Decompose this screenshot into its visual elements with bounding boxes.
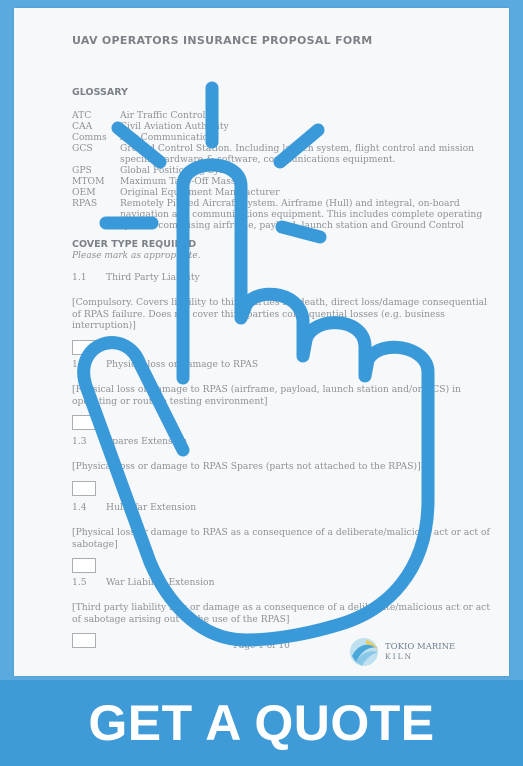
get-a-quote-button[interactable]: GET A QUOTE bbox=[0, 680, 523, 766]
glossary-abbr: GCS bbox=[72, 143, 93, 154]
cover-item-number: 1.2 bbox=[72, 359, 87, 370]
glossary-abbr: RPAS bbox=[72, 198, 98, 209]
tokio-marine-logo bbox=[348, 636, 455, 668]
glossary-row bbox=[72, 187, 492, 198]
cover-checkbox bbox=[72, 481, 96, 496]
glossary-abbr: GPS bbox=[72, 165, 92, 176]
cover-checkbox bbox=[72, 558, 96, 573]
cover-item-description: [Physical loss or damage to RPAS as a consequence of a deliberate/malicious act or act of sabotage] bbox=[72, 527, 490, 550]
logo-wave-icon bbox=[348, 636, 382, 668]
cover-item-name: Spares Extension bbox=[106, 436, 188, 447]
cover-item bbox=[72, 502, 492, 573]
glossary-list bbox=[72, 110, 492, 231]
cover-item-number: 1.5 bbox=[72, 577, 87, 588]
glossary-abbr: Comms bbox=[72, 132, 107, 143]
glossary-row bbox=[72, 176, 492, 187]
cover-item-name: War Liability Extension bbox=[106, 577, 215, 588]
cover-item-description: [Physical loss or damage to RPAS (airframe, payload, launch station and/or GCS) in operating or routine testing environment] bbox=[72, 384, 461, 407]
logo-line-2: KILN bbox=[385, 652, 414, 661]
cover-item-description: [Third party liability loss or damage as a consequence of a deliberate/malicious act or act of sabotage arising out of the use of the RPAS] bbox=[72, 602, 491, 625]
glossary-definition: Maximum Take-Off Mass bbox=[120, 176, 236, 187]
cover-checkbox bbox=[72, 340, 96, 355]
glossary-row bbox=[72, 198, 492, 231]
document-title: UAV OPERATORS INSURANCE PROPOSAL FORM bbox=[72, 34, 373, 47]
glossary-row bbox=[72, 121, 492, 132]
glossary-definition: Remotely Piloted Aircraft System. Airframe (Hull) and integral, on-board navigation and communications equipment. This includes complete operating system, comprising airframe, payload, launch station and Ground Control bbox=[120, 198, 483, 231]
page-number: Page 1 of 10 bbox=[233, 641, 290, 651]
cover-type-title: COVER TYPE REQUIRED bbox=[72, 239, 197, 250]
cover-item-name: Third Party Liability bbox=[106, 272, 200, 283]
glossary-definition: Global Positioning System bbox=[120, 165, 242, 176]
cover-item bbox=[72, 436, 492, 496]
glossary-title: GLOSSARY bbox=[72, 87, 128, 98]
logo-line-1: TOKIO MARINE bbox=[385, 642, 456, 652]
glossary-row bbox=[72, 110, 492, 121]
glossary-abbr: OEM bbox=[72, 187, 96, 198]
glossary-definition: Ground Control Station. Including launch system, flight control and mission specific hardware & software, communications equipment. bbox=[120, 143, 475, 165]
cover-checkbox bbox=[72, 415, 96, 430]
glossary-definition: Civil Aviation Authority bbox=[120, 121, 229, 132]
cover-item-name: Hull War Extension bbox=[106, 502, 197, 513]
logo-text bbox=[385, 642, 455, 662]
glossary-abbr: CAA bbox=[72, 121, 93, 132]
glossary-definition: Original Equipment Manufacturer bbox=[120, 187, 280, 198]
cover-type-note: Please mark as appropriate. bbox=[72, 251, 201, 261]
glossary-definition: Air Traffic Control bbox=[120, 110, 206, 121]
cover-item-name: Physical loss or damage to RPAS bbox=[106, 359, 259, 370]
cover-item bbox=[72, 359, 492, 430]
glossary-row bbox=[72, 165, 492, 176]
cover-item-number: 1.1 bbox=[72, 272, 87, 283]
cover-item-number: 1.3 bbox=[72, 436, 87, 447]
glossary-definition: Any Communications bbox=[120, 132, 219, 143]
glossary-abbr: MTOM bbox=[72, 176, 105, 187]
cover-item bbox=[72, 272, 492, 355]
glossary-abbr: ATC bbox=[72, 110, 92, 121]
cover-item-number: 1.4 bbox=[72, 502, 87, 513]
cover-item-description: [Physical loss or damage to RPAS Spares (parts not attached to the RPAS)] bbox=[72, 461, 421, 472]
glossary-row bbox=[72, 143, 492, 165]
cover-item-description: [Compulsory. Covers liability to third parties for death, direct loss/damage consequential of RPAS failure. Does not cover third parties consequential losses (e.g. business interruption)] bbox=[72, 297, 488, 331]
document-preview bbox=[14, 8, 509, 676]
glossary-row bbox=[72, 132, 492, 143]
